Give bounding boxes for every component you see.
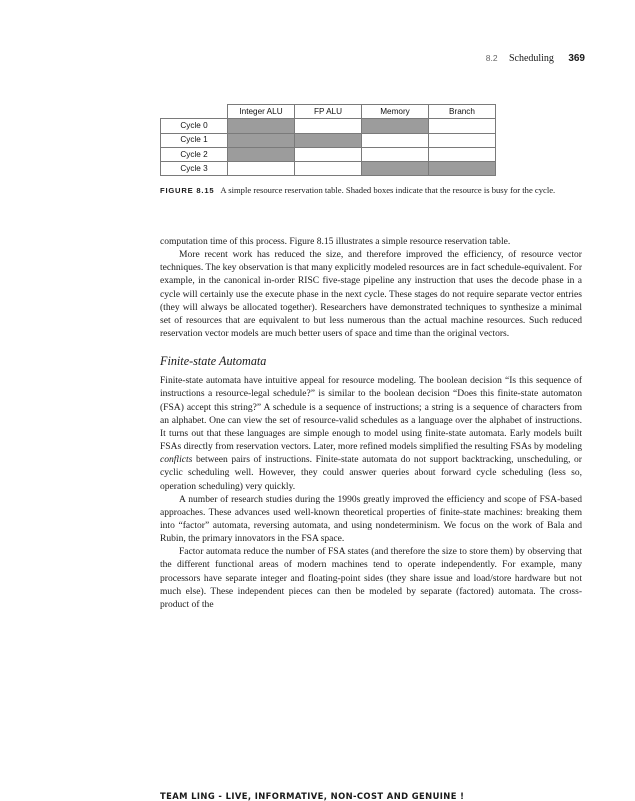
table-cell	[362, 147, 429, 161]
table-cell	[228, 133, 295, 147]
table-cell	[295, 119, 362, 133]
table-cell	[362, 162, 429, 176]
section-heading: Finite-state Automata	[160, 354, 267, 369]
paragraph: Factor automata reduce the number of FSA states (and therefore the size to store them) by observing that the different functional areas of modern machines tend to operate independently. For example, many processors have separate integer and floating-point sides (they share issue and load/store hardware but not much else). These independent pieces can then be modeled by separate (factored) automata. The cross-product of the	[160, 546, 582, 610]
body-text	[160, 235, 582, 611]
row-label: Cycle 0	[161, 119, 228, 133]
column-header: Branch	[429, 105, 496, 119]
table-row	[161, 162, 496, 176]
table-cell	[429, 162, 496, 176]
table-cell	[228, 119, 295, 133]
column-header: Memory	[362, 105, 429, 119]
paragraph-text: between pairs of instructions. Finite-state automata do not support backtracking, unscheduling, or cyclic scheduling well. However, they could answer queries about forward cycle scheduling (less so, operation scheduling) very quickly.	[160, 454, 582, 492]
footer-watermark: TEAM LING - LIVE, INFORMATIVE, NON-COST AND GENUINE !	[160, 791, 465, 801]
column-header: Integer ALU	[228, 105, 295, 119]
paragraph: computation time of this process. Figure 8.15 illustrates a simple resource reservation table.	[160, 236, 511, 247]
section-number: 8.2	[485, 53, 498, 63]
figure-caption	[160, 185, 580, 196]
column-header: FP ALU	[295, 105, 362, 119]
row-label: Cycle 3	[161, 162, 228, 176]
table-row	[161, 119, 496, 133]
table-cell	[362, 119, 429, 133]
paragraph	[160, 374, 582, 492]
table-cell	[362, 133, 429, 147]
figure-caption-text: A simple resource reservation table. Shaded boxes indicate that the resource is busy for the cycle.	[220, 185, 556, 195]
table-corner	[161, 105, 228, 119]
table-cell	[429, 147, 496, 161]
table-cell	[228, 147, 295, 161]
row-label: Cycle 1	[161, 133, 228, 147]
table-cell	[228, 162, 295, 176]
table-row	[161, 133, 496, 147]
page-number: 369	[568, 53, 585, 64]
emphasis-text: conflicts	[160, 454, 193, 466]
table-header-row	[161, 105, 496, 119]
row-label: Cycle 2	[161, 147, 228, 161]
running-head	[486, 53, 585, 64]
table-cell	[429, 119, 496, 133]
table-cell	[429, 133, 496, 147]
paragraph: More recent work has reduced the size, and therefore improved the efficiency, of resource vector techniques. The key observation is that many explicitly modeled resources are in fact schedule-equivalent. For example, in the canonical in-order RISC five-stage pipeline any instruction that uses the decode phase in a cycle will certainly use the execute phase in the next cycle. These stages do not require separate vector entries (they will always be allocated together). Researchers have demonstrated techniques to synthesize a minimal set of resources that are equivalent to but less numerous than the actual machine resources. Such reduced reservation vector models are much better users of space and time than the original vectors.	[160, 249, 582, 340]
table-cell	[295, 133, 362, 147]
paragraph: A number of research studies during the 1990s greatly improved the efficiency and scope of FSA-based approaches. These advances used well-known theoretical properties of finite-state machines: breaking them into “factor” automata, reversing automata, and using nondeterminism. We focus on the work of Bala and Rubin, the primary innovators in the FSA space.	[160, 493, 582, 545]
paragraph-text: Finite-state automata have intuitive appeal for resource modeling. The boolean decision “Is this sequence of instructions a resource-legal schedule?” is similar to the boolean decision “Does this finite-state automaton (FSA) accept this string?” A schedule is a sequence of instructions; a string is a sequence of characters from an alphabet. One can view the set of resource-valid schedules as a language over the alphabet of instructions. It turns out that these languages are simple enough to model using finite-state automata. Early models built FSAs directly from reservation vectors. Later, more refined models simplified the resulting FSAs by modeling	[160, 375, 582, 453]
table-cell	[295, 162, 362, 176]
table-cell	[295, 147, 362, 161]
resource-reservation-table	[160, 104, 496, 176]
figure-label: FIGURE 8.15	[160, 186, 215, 195]
table-row	[161, 147, 496, 161]
section-title: Scheduling	[508, 53, 554, 64]
